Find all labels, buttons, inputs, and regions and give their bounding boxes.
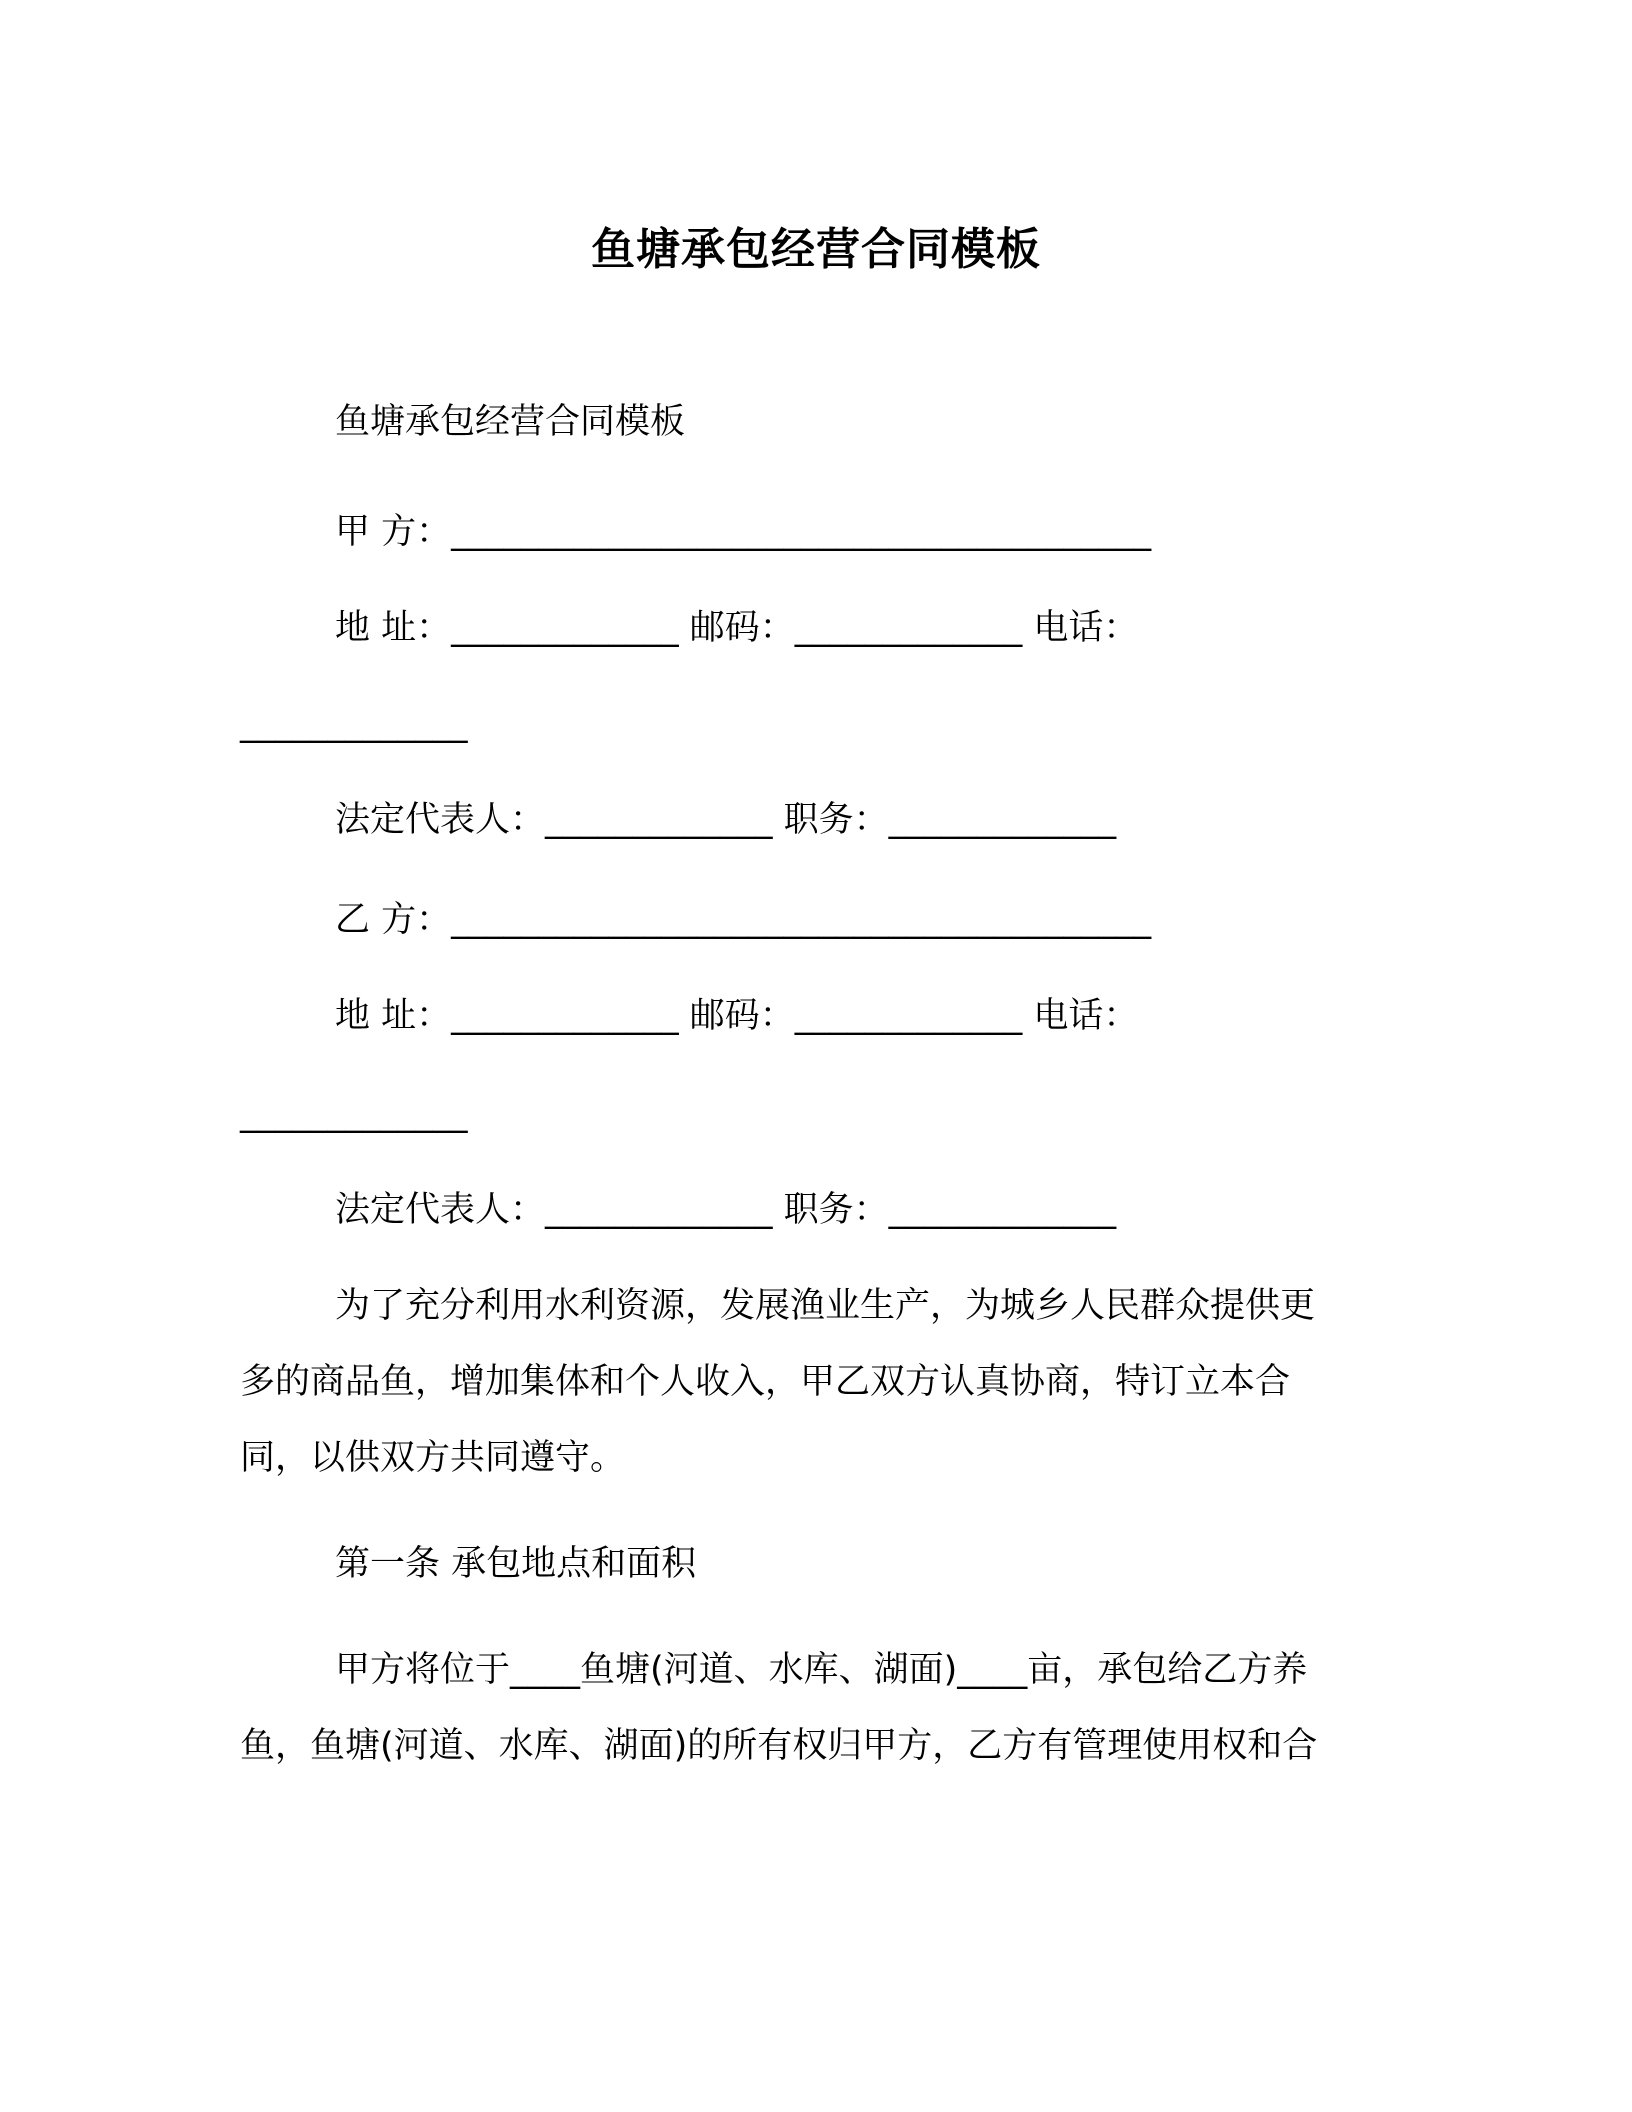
party-b-representative-line: 法定代表人：_____________ 职务：_____________ <box>335 1190 1117 1230</box>
document-title: 鱼塘承包经营合同模板 <box>591 224 1041 275</box>
party-b-address-line: 地 址：_____________ 邮码：_____________ 电话： <box>335 996 1139 1036</box>
article-1-line-1: 甲方将位于____鱼塘(河道、水库、湖面)____亩，承包给乙方养 <box>335 1650 1308 1690</box>
party-a-name-line: 甲 方：________________________________________ <box>335 512 1152 552</box>
article-1-heading: 第一条 承包地点和面积 <box>335 1544 697 1584</box>
party-b-phone-blank: _____________ <box>240 1094 468 1134</box>
party-a-phone-blank: _____________ <box>240 704 468 744</box>
preamble-line-2: 多的商品鱼，增加集体和个人收入，甲乙双方认真协商，特订立本合 <box>240 1362 1291 1402</box>
party-a-representative-line: 法定代表人：_____________ 职务：_____________ <box>335 800 1117 840</box>
preamble-line-1: 为了充分利用水利资源，发展渔业生产，为城乡人民群众提供更 <box>335 1286 1316 1326</box>
party-b-name-line: 乙 方：________________________________________ <box>335 900 1152 940</box>
article-1-line-2: 鱼，鱼塘(河道、水库、湖面)的所有权归甲方，乙方有管理使用权和合 <box>240 1726 1318 1766</box>
party-a-address-line: 地 址：_____________ 邮码：_____________ 电话： <box>335 608 1139 648</box>
preamble-line-3: 同，以供双方共同遵守。 <box>240 1438 626 1478</box>
document-subtitle: 鱼塘承包经营合同模板 <box>335 402 686 442</box>
